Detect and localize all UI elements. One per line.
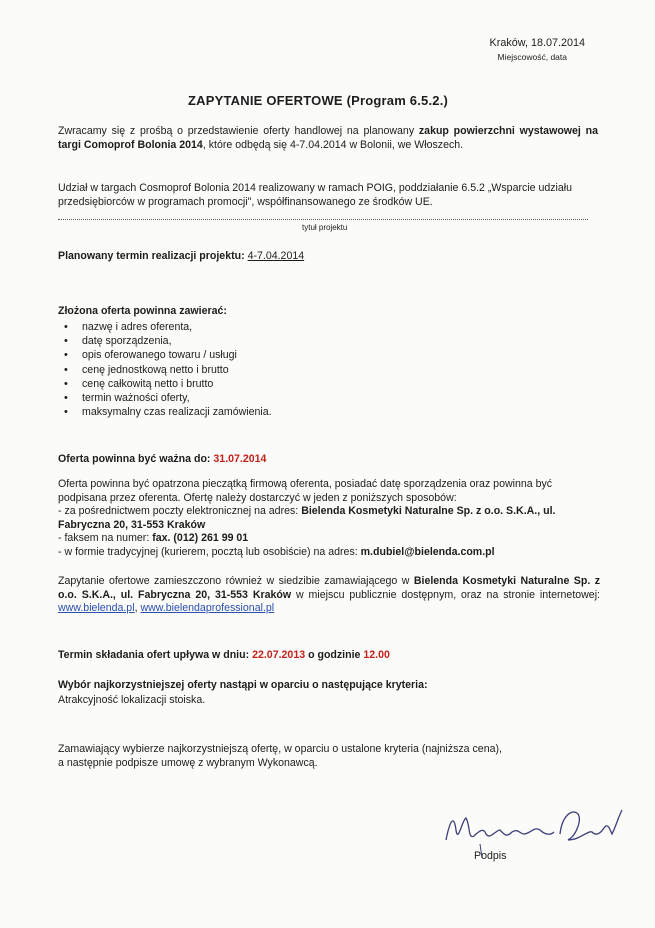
list-item: • maksymalny czas realizacji zamówienia. (58, 405, 272, 419)
deadline-mid: o godzinie (308, 649, 361, 661)
handwritten-signature (440, 800, 630, 860)
delivery-option-email (58, 505, 600, 532)
delivery-paragraph: Oferta powinna być opatrzona pieczątką firmową oferenta, posiadać datę sporządzenia oraz powinna być podpisana przez oferenta. Ofertę należy dostarczyć w jeden z poniższych sposobów: (58, 478, 553, 504)
intro-text-end: , które odbędą się 4-7.04.2014 w Bolonii, we Włoszech. (202, 138, 464, 151)
link-separator: , (134, 602, 141, 614)
intro-text: Zwracamy się z prośbą o przedstawienie oferty handlowej na planowany (58, 125, 419, 137)
intro-paragraph (58, 125, 598, 152)
place-date-caption: Miejscowość, data (497, 52, 567, 62)
posting-text-end: w miejscu publicznie dostępnym, oraz na stronie internetowej: (291, 588, 600, 601)
website-link-professional[interactable]: www.bielendaprofessional.pl (140, 602, 275, 614)
list-item: • cenę jednostkową netto i brutto (58, 363, 272, 377)
title-dotted-line (58, 218, 588, 220)
place-date: Kraków, 18.07.2014 (489, 37, 585, 49)
project-term-value: 4-7.04.2014 (247, 250, 305, 262)
delivery-option-address: Bielenda Kosmetyki Naturalne Sp. z o.o. S.K.A., ul. Fabryczna 20, 31-553 Kraków (58, 505, 556, 531)
validity-line (58, 453, 266, 467)
closing-line-1: Zamawiający wybierze najkorzystniejszą ofertę, w oparciu o ustalone kryteria (najniższa cena), (58, 743, 502, 755)
delivery-option-post (58, 546, 495, 560)
title-caption: tytuł projektu (302, 223, 348, 232)
intro-subject: zakup powierzchni wystawowej na targi Comoprof Bolonia 2014 (58, 125, 598, 151)
closing-line-2: a następnie podpisze umowę z wybranym Wykonawcą. (58, 757, 318, 769)
delivery-option-text: - faksem na numer: (58, 532, 153, 544)
list-item: • cenę całkowitą netto i brutto (58, 377, 272, 391)
deadline-label: Termin składania ofert upływa w dniu: (58, 649, 250, 661)
fax-number: fax. (012) 261 99 01 (152, 532, 249, 544)
list-item: • datę sporządzenia, (58, 334, 272, 348)
deadline-date: 22.07.2013 (252, 649, 306, 661)
deadline-time: 12.00 (363, 649, 390, 661)
offer-contents-heading: Złożona oferta powinna zawierać: (58, 305, 227, 317)
criteria-value: Atrakcyjność lokalizacji stoiska. (58, 694, 206, 706)
signature-caption: Podpis (474, 850, 507, 862)
posting-text: Zapytanie ofertowe zamieszczono również w siedzibie zamawiającego w (58, 575, 414, 587)
project-term-label: Planowany termin realizacji projektu: (58, 250, 245, 262)
list-item: • opis oferowanego towaru / usługi (58, 348, 272, 362)
project-term (58, 250, 304, 264)
offer-contents-list (58, 320, 272, 419)
email-address: m.dubiel@bielenda.com.pl (360, 546, 495, 558)
page-title: ZAPYTANIE OFERTOWE (Program 6.5.2.) (188, 93, 449, 108)
criteria-heading: Wybór najkorzystniejszej oferty nastąpi w oparciu o następujące kryteria: (58, 679, 428, 691)
list-item: • termin ważności oferty, (58, 391, 272, 405)
validity-label: Oferta powinna być ważna do: (58, 453, 211, 465)
list-item: • nazwę i adres oferenta, (58, 320, 272, 334)
validity-date: 31.07.2014 (213, 453, 267, 465)
delivery-option-text: - w formie tradycyjnej (kurierem, pocztą lub osobiście) na adres: (58, 546, 361, 558)
posting-address: Bielenda Kosmetyki Naturalne Sp. z o.o. S.K.A., ul. Fabryczna 20, 31-553 Kraków (58, 575, 600, 601)
website-link-bielenda[interactable]: www.bielenda.pl (58, 602, 135, 614)
deadline-line (58, 649, 390, 663)
delivery-option-text: - za pośrednictwem poczty elektronicznej na adres: (58, 505, 302, 517)
posting-paragraph (58, 575, 600, 616)
delivery-option-fax (58, 532, 248, 546)
program-paragraph: Udział w targach Cosmoprof Bolonia 2014 realizowany w ramach POIG, poddziałanie 6.5.2 „Wsparcie udziału przedsiębiorców w programach promocji", współfinansowanego ze środków UE. (58, 182, 573, 208)
